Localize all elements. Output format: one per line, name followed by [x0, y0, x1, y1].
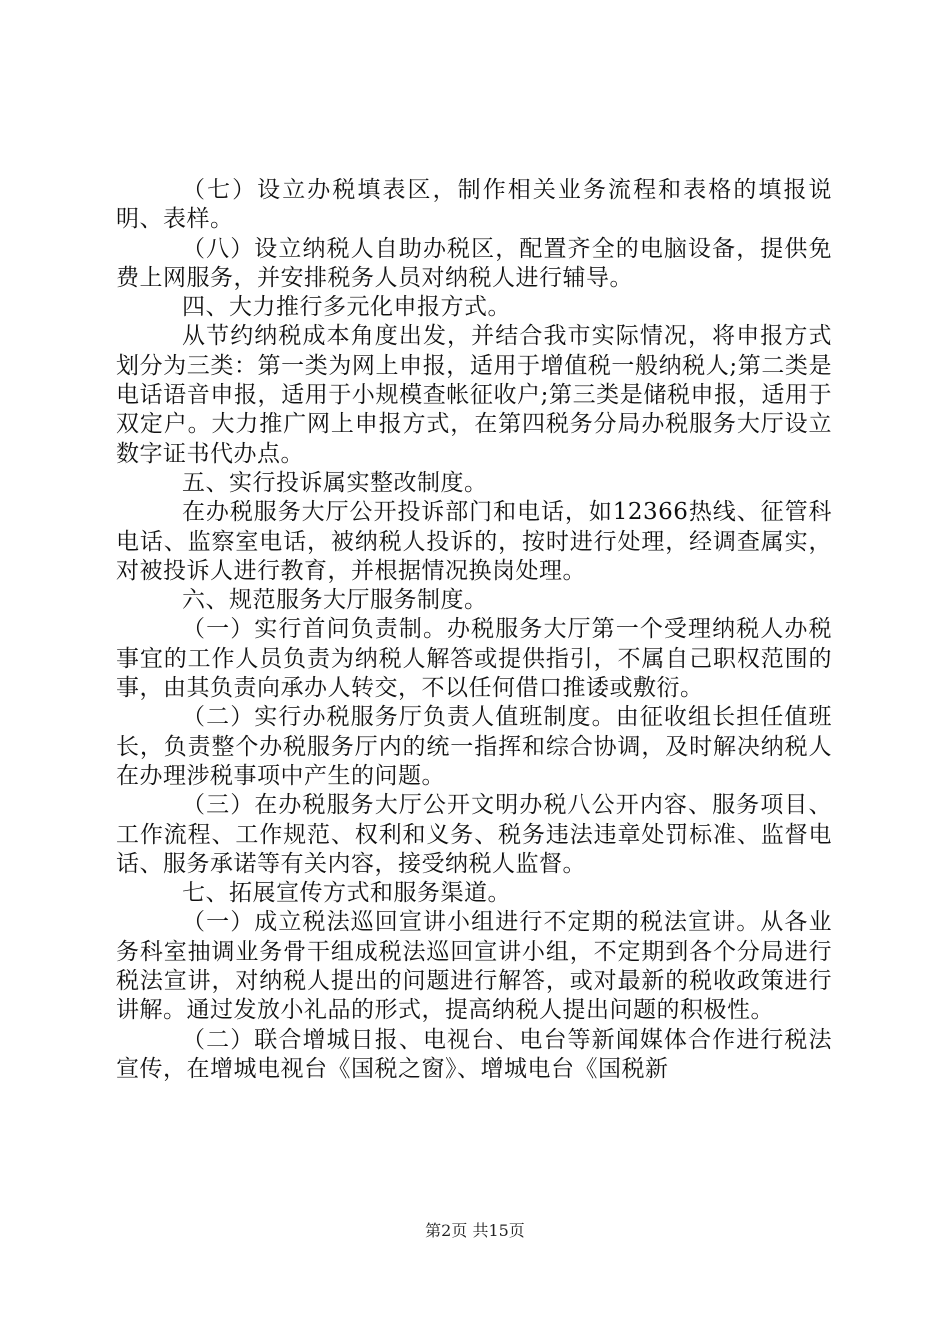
section-heading-7: 七、拓展宣传方式和服务渠道。	[182, 880, 511, 907]
section-heading-5: 五、实行投诉属实整改制度。	[182, 469, 488, 496]
paragraph-declaration-methods: 从节约纳税成本角度出发，并结合我市实际情况，将申报方式划分为三类：第一类为网上申报，适用于增值税一般纳税人;第二类是电话语音申报，适用于小规模查帐征收户;第三类是储税申报，适用于双定户。大力推广网上申报方式，在第四税务分局办税服务大厅设立数字证书代办点。	[116, 323, 832, 467]
paragraph-item-6-3: （三）在办税服务大厅公开文明办税八公开内容、服务项目、工作流程、工作规范、权利和义务、税务违法违章处罚标准、监督电话、服务承诺等有关内容，接受纳税人监督。	[116, 792, 832, 877]
section-heading-6: 六、规范服务大厅服务制度。	[182, 587, 488, 614]
paragraph-complaints: 在办税服务大厅公开投诉部门和电话，如12366热线、征管科电话、监察室电话，被纳税人投诉的，按时进行处理，经调查属实，对被投诉人进行教育，并根据情况换岗处理。	[116, 499, 832, 584]
document-body	[116, 176, 832, 1084]
page-number-footer: 第2页 共15页	[425, 1221, 525, 1240]
paragraph-item-7: （七）设立办税填表区，制作相关业务流程和表格的填报说明、表样。	[116, 177, 832, 233]
paragraph-item-8: （八）设立纳税人自助办税区，配置齐全的电脑设备，提供免费上网服务，并安排税务人员对纳税人进行辅导。	[116, 235, 832, 291]
section-heading-4: 四、大力推行多元化申报方式。	[182, 294, 511, 321]
paragraph-item-6-1: （一）实行首问负责制。办税服务大厅第一个受理纳税人办税事宜的工作人员负责为纳税人解答或提供指引，不属自己职权范围的事，由其负责向承办人转交，不以任何借口推诿或敷衍。	[116, 616, 832, 702]
paragraph-item-6-2: （二）实行办税服务厅负责人值班制度。由征收组长担任值班长，负责整个办税服务厅内的统一指挥和综合协调，及时解决纳税人在办理涉税事项中产生的问题。	[116, 704, 832, 789]
paragraph-item-7-1: （一）成立税法巡回宣讲小组进行不定期的税法宣讲。从各业务科室抽调业务骨干组成税法巡回宣讲小组，不定期到各个分局进行税法宣讲，对纳税人提出的问题进行解答，或对最新的税收政策进行讲解。通过发放小礼品的形式，提高纳税人提出问题的积极性。	[116, 909, 832, 1024]
paragraph-item-7-2: （二）联合增城日报、电视台、电台等新闻媒体合作进行税法宣传，在增城电视台《国税之窗》、增城电台《国税新	[116, 1026, 832, 1082]
